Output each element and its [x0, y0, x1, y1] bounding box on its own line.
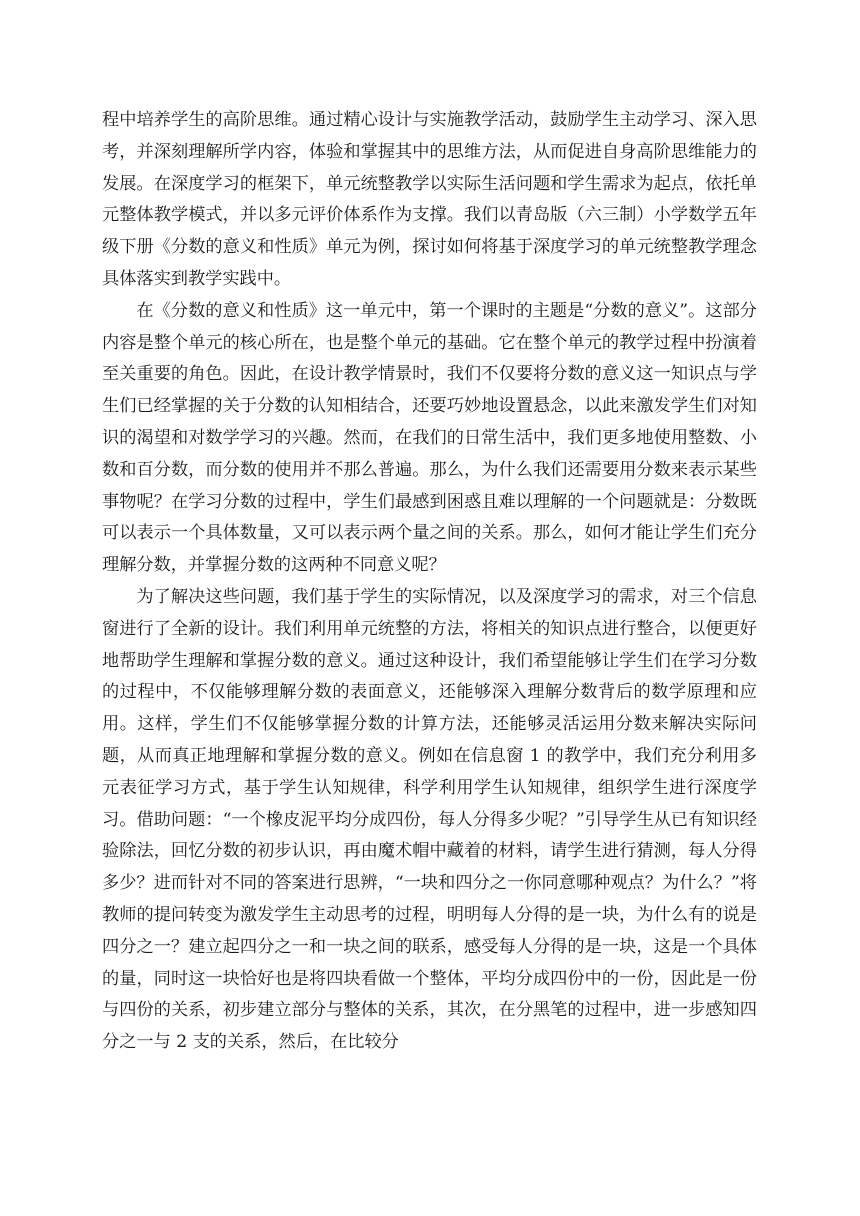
paragraph-2: 在《分数的意义和性质》这一单元中，第一个课时的主题是“分数的意义”。这部分内容是整个单元的核心所在，也是整个单元的基础。它在整个单元的教学过程中扮演着至关重要的角色。因此，在设计教学情景时，我们不仅要将分数的意义这一知识点与学生们已经掌握的关于分数的认知相结合，还要巧妙地设置悬念，以此来激发学生们对知识的渴望和对数学学习的兴趣。然而，在我们的日常生活中，我们更多地使用整数、小数和百分数，而分数的使用并不那么普遍。那么，为什么我们还需要用分数来表示某些事物呢？在学习分数的过程中，学生们最感到困惑且难以理解的一个问题就是：分数既可以表示一个具体数量，又可以表示两个量之间的关系。那么，如何才能让学生们充分理解分数，并掌握分数的这两种不同意义呢？: [102, 300, 757, 576]
document-body: [102, 105, 757, 1059]
paragraph-1: 程中培养学生的高阶思维。通过精心设计与实施教学活动，鼓励学生主动学习、深入思考，并深刻理解所学内容，体验和掌握其中的思维方法，从而促进自身高阶思维能力的发展。在深度学习的框架下，单元统整教学以实际生活问题和学生需求为起点，依托单元整体教学模式，并以多元评价体系作为支撑。我们以青岛版（六三制）小学数学五年级下册《分数的意义和性质》单元为例，探讨如何将基于深度学习的单元统整教学理念具体落实到教学实践中。: [102, 110, 757, 289]
paragraph-3: 为了解决这些问题，我们基于学生的实际情况，以及深度学习的需求，对三个信息窗进行了全新的设计。我们利用单元统整的方法，将相关的知识点进行整合，以便更好地帮助学生理解和掌握分数的意义。通过这种设计，我们希望能够让学生们在学习分数的过程中，不仅能够理解分数的表面意义，还能够深入理解分数背后的数学原理和应用。这样，学生们不仅能够掌握分数的计算方法，还能够灵活运用分数来解决实际问题，从而真正地理解和掌握分数的意义。例如在信息窗 1 的教学中，我们充分利用多元表征学习方式，基于学生认知规律，科学利用学生认知规律，组织学生进行深度学习。借助问题：“一个橡皮泥平均分成四份，每人分得多少呢？”引导学生从已有知识经验除法，回忆分数的初步认识，再由魔术帽中藏着的材料，请学生进行猜测，每人分得多少？进而针对不同的答案进行思辨，“一块和四分之一你同意哪种观点？为什么？”将教师的提问转变为激发学生主动思考的过程，明明每人分得的是一块，为什么有的说是四分之一？建立起四分之一和一块之间的联系，感受每人分得的是一块，这是一个具体的量，同时这一块恰好也是将四块看做一个整体，平均分成四份中的一份，因此是一份与四份的关系，初步建立部分与整体的关系，其次，在分黑笔的过程中，进一步感知四分之一与 2 支的关系，然后，在比较分: [102, 586, 757, 1053]
